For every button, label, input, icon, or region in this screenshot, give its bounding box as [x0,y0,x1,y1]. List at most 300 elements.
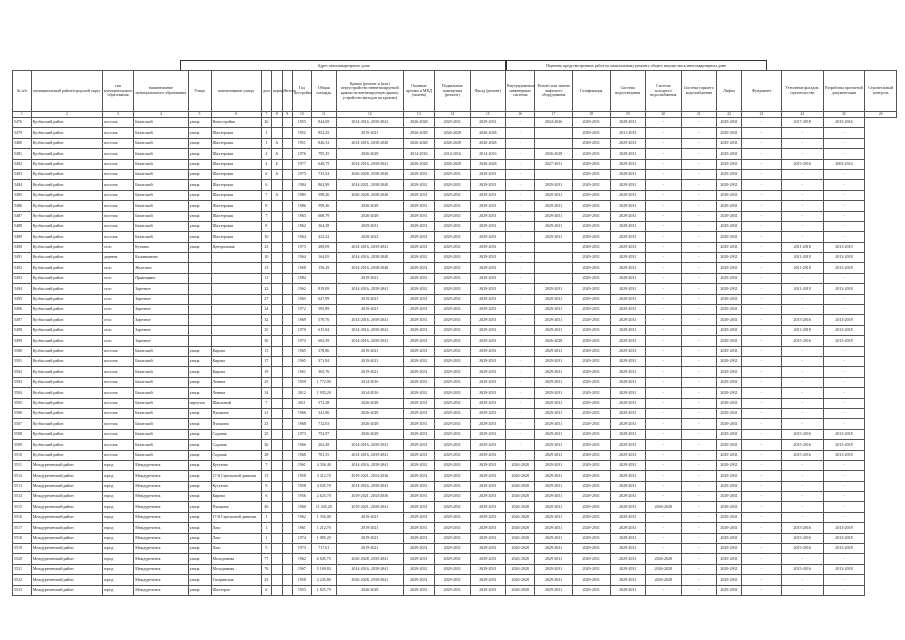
table-cell: - [823,149,865,159]
table-cell: 2026-2028 [336,211,403,221]
table-cell: - [681,481,717,491]
table-cell: Шахтерская [211,169,261,179]
table-cell: - [781,367,823,377]
table-cell: 2029-2031 [535,305,573,315]
column-header: Крыша (ремонт и (или) переустройство невентилируемой крыши на вентилируемую крышу, устройство выходов на кровлю) [336,71,403,112]
table-cell [535,169,573,179]
table-cell [282,128,292,138]
table-cell [282,419,292,429]
table-cell: - [742,492,782,502]
table-cell: 1961 [292,523,311,533]
table-cell: 2029-2031 [535,315,573,325]
table-cell: - [781,273,823,283]
table-cell: - [742,232,782,242]
table-cell: - [681,533,717,543]
table-cell: - [781,388,823,398]
table-cell [535,263,573,273]
table-cell: 2029-2031 [470,169,506,179]
table-cell: город [102,492,133,502]
table-cell: 2029-2031 [403,419,434,429]
table-cell [272,388,282,398]
table-cell: Междуреченск [134,471,188,481]
table-cell: - [823,138,865,148]
table-cell: 2029-2031 [470,201,506,211]
table-cell: 2029-2031 [435,471,471,481]
table-cell: 2011-2018 [781,253,823,263]
table-cell: 2029-2031 [572,284,610,294]
table-cell: - [823,388,865,398]
table-cell: 2029-2031 [610,502,646,512]
table-cell: 572,28 [311,398,336,408]
table-cell: Кузбасский район [31,211,102,221]
table-cell: 7 [261,190,271,200]
column-header: Фасад (ремонт) [470,71,506,112]
table-cell: - [646,263,682,273]
table-cell: Междуреченский район [31,575,102,585]
table-cell: 2029-2031 [403,273,434,283]
table-cell: 2029-2031 [403,221,434,231]
table-cell: - [681,294,717,304]
table-cell: 2029-2031 [717,159,742,169]
table-cell [282,564,292,574]
table-cell: 2029-2031 [435,419,471,429]
table-cell: - [742,190,782,200]
table-cell: 2029-2031 [610,450,646,460]
table-cell: Бачатский [134,169,188,179]
table-cell [282,575,292,585]
table-cell: 1976 [292,149,311,159]
table-cell: - [781,232,823,242]
table-cell: 2029-2031 [535,190,573,200]
table-cell: Бачатский [134,450,188,460]
table-cell: 5485 [13,190,32,200]
column-number: 4 [134,112,188,118]
column-number: 19 [610,112,646,118]
table-cell: А [272,190,282,200]
table-cell: Бачатский [134,190,188,200]
table-cell: Междуреченский район [31,502,102,512]
table-cell: 2029-2031 [717,523,742,533]
table-cell: - [742,211,782,221]
table-cell: 2029-2031 [535,471,573,481]
table-cell: - [506,273,535,283]
table-cell: 6 [261,492,271,502]
table-cell: Шахтерская [211,128,261,138]
table-cell: 2026-2028 [470,128,506,138]
table-cell: 2029-2031 [535,367,573,377]
table-cell: 2029-2031 [610,408,646,418]
table-cell: 2029-2031 [610,273,646,283]
table-cell: 2029-2031 [435,180,471,190]
table-cell: 2029-2031 [470,273,506,283]
table-cell: Кутузова [211,460,261,470]
table-cell: 2029-2031 [717,294,742,304]
table-cell: 2029-2031 [572,398,610,408]
table-cell: 5483 [13,169,32,179]
table-cell: - [781,190,823,200]
table-cell: - [646,149,682,159]
table-cell: 5482 [13,159,32,169]
table-cell: 2029-2031 [470,533,506,543]
table-row [13,294,897,304]
table-cell: 2015-2016 [781,533,823,543]
table-cell: 668,79 [311,211,336,221]
table-cell: - [646,419,682,429]
table-cell: 2029-2031 [403,554,434,564]
table-cell: 2026-2028 [403,128,434,138]
table-cell: - [742,169,782,179]
table-cell: Кирова [211,346,261,356]
table-row [13,180,897,190]
table-cell: 2014-2016, 2039-2041 [336,118,403,128]
table-cell: Междуреченск [134,564,188,574]
table-cell: 2014-2016 [336,388,403,398]
table-cell: - [823,201,865,211]
table-cell: - [823,346,865,356]
table-cell: Школьный [211,398,261,408]
table-cell: село [102,284,133,294]
table-cell: - [506,118,535,128]
table-cell: - [742,408,782,418]
table-cell [272,408,282,418]
table-cell: улица [188,346,211,356]
table-cell [282,232,292,242]
table-cell: 2029-2031 [403,398,434,408]
table-cell [535,138,573,148]
table-cell [211,305,261,315]
table-cell: 2029-2031 [717,512,742,522]
table-cell: - [646,356,682,366]
table-cell: поселок [102,398,133,408]
table-cell: 262,49 [311,440,336,450]
table-cell: 2029-2031 [435,575,471,585]
table-cell [282,440,292,450]
table-cell: - [681,512,717,522]
table-cell: 2029-2031 [572,253,610,263]
table-cell: 2019-2021 [336,533,403,543]
table-cell: 2029-2031 [403,388,434,398]
table-cell: 2029-2031 [470,356,506,366]
table-cell: 2029-2031 [435,118,471,128]
table-cell: 5497 [13,315,32,325]
table-cell: 2 625,70 [311,492,336,502]
table-cell [282,460,292,470]
table-cell [188,273,211,283]
table-cell: село [102,273,133,283]
table-cell: 2029-2031 [435,512,471,522]
column-number: 17 [535,112,573,118]
table-cell: 1965 [292,294,311,304]
table-cell: 34 [261,388,271,398]
table-cell: 2029-2031 [435,388,471,398]
table-cell: 2029-2031 [572,388,610,398]
table-cell: - [681,201,717,211]
table-cell: 2029-2031 [610,190,646,200]
table-cell: 2029-2031 [435,440,471,450]
table-cell: - [506,367,535,377]
table-cell: 17-й Стрелковой дивизии [211,512,261,522]
table-cell: - [681,429,717,439]
table-cell: 2014-2016, 2039-2041 [336,284,403,294]
table-cell: Кузбасский район [31,377,102,387]
table-cell: Кузбасский район [31,138,102,148]
table-cell: 2029-2031 [470,325,506,335]
table-cell: 2014-2016 [435,149,471,159]
table-cell: - [681,118,717,128]
table-cell: 2026-2028 [470,138,506,148]
table-cell: - [781,169,823,179]
table-cell: 2029-2031 [610,336,646,346]
table-cell [272,315,282,325]
table-cell: 2029-2031 [535,460,573,470]
table-cell: 603,39 [311,336,336,346]
table-cell: 1962 [292,512,311,522]
table-cell: 2019-2021, 2039-2041 [336,502,403,512]
table-cell: Бутовка [134,242,188,252]
table-row [13,190,897,200]
table-cell: 2029-2031 [610,471,646,481]
table-cell [272,502,282,512]
table-cell: 2029-2031 [435,263,471,273]
table-cell [272,398,282,408]
table-cell: 2029-2031 [470,221,506,231]
table-cell: 2014-2016, 2039-2041 [336,450,403,460]
table-cell: 2029-2031 [610,544,646,554]
table-cell [272,253,282,263]
table-cell: 2029-2031 [610,294,646,304]
table-cell: 2029-2031 [403,169,434,179]
table-cell: поселок [102,367,133,377]
table-cell: - [742,346,782,356]
table-cell: 1963 [292,211,311,221]
table-cell: - [506,325,535,335]
table-cell [272,419,282,429]
table-cell: - [681,356,717,366]
table-cell: 2029-2031 [535,408,573,418]
table-cell: 5490 [13,242,32,252]
table-cell: - [781,201,823,211]
table-cell: - [506,253,535,263]
table-cell: поселок [102,356,133,366]
table-cell: 2029-2031 [717,221,742,231]
table-cell: - [646,242,682,252]
table-cell: Кузбасский район [31,294,102,304]
table-cell: 2026-2028, 2039-2041 [336,554,403,564]
column-number: 21 [681,112,717,118]
table-cell: 2019-2021 [336,544,403,554]
table-cell: город [102,564,133,574]
table-cell: 1962 [292,554,311,564]
table-cell: город [102,502,133,512]
table-cell: 2029-2031 [717,471,742,481]
table-cell: 2029-2031 [435,169,471,179]
table-cell: 2029-2031 [572,419,610,429]
table-cell: 2026-2028 [435,138,471,148]
table-cell: - [681,242,717,252]
table-cell: 2019-2021 [336,128,403,138]
table-cell: улица [188,492,211,502]
table-cell [282,138,292,148]
table-cell: 2029-2031 [717,502,742,512]
table-cell: 5484 [13,180,32,190]
column-header: Улица [188,71,211,112]
table-cell: 15 [261,471,271,481]
table-row [13,440,897,450]
table-cell: А [272,149,282,159]
table-cell: 2029-2031 [717,263,742,273]
table-row [13,149,897,159]
table-cell: Междуреченский район [31,564,102,574]
table-cell: 1984 [292,273,311,283]
table-cell [282,149,292,159]
table-cell: - [506,190,535,200]
table-cell: 2029-2031 [610,305,646,315]
table-cell: 2013-2018 [823,263,865,273]
table-cell: поселок [102,377,133,387]
table-cell: 2029-2031 [572,201,610,211]
table-cell [282,118,292,128]
table-cell: 598,46 [311,201,336,211]
table-cell: 2029-2031 [535,523,573,533]
table-cell: - [646,190,682,200]
table-cell: - [781,408,823,418]
table-cell: 2029-2031 [535,356,573,366]
address-group-header: Адрес многоквартирного дома [180,60,507,71]
table-cell [282,263,292,273]
table-cell: 2029-2031 [717,388,742,398]
table-row [13,253,897,263]
table-cell: 5480 [13,138,32,148]
table-cell: 2029-2031 [435,481,471,491]
table-cell: 2029-2031 [435,242,471,252]
table-cell: 1 [261,523,271,533]
table-cell: 21 [261,408,271,418]
table-cell: 2019-2021 [336,305,403,315]
table-cell [272,481,282,491]
table-cell: Бачатский [134,201,188,211]
table-cell: 2029-2031 [610,346,646,356]
table-cell [272,180,282,190]
table-cell: 595,89 [311,305,336,315]
table-cell: - [681,180,717,190]
table-cell: 5512 [13,471,32,481]
table-row [13,429,897,439]
table-cell: 4 045,70 [311,481,336,491]
table-cell: - [506,169,535,179]
table-cell: Кирова [211,492,261,502]
table-cell: 24 [261,305,271,315]
table-cell: Кузбасский район [31,149,102,159]
table-cell: 2013-2018 [823,440,865,450]
table-cell: 5514 [13,492,32,502]
table-cell: - [646,201,682,211]
column-header: Строительный контроль [865,71,897,112]
table-cell: 2029-2031 [435,398,471,408]
column-header: Внутридомовые инженерные системы [506,71,535,112]
table-cell: 5513 [13,481,32,491]
table-cell: - [646,377,682,387]
table-cell: поселок [102,450,133,460]
table-cell: - [646,128,682,138]
table-cell: - [506,159,535,169]
column-number: 10 [292,112,311,118]
table-cell: 2029-2031 [435,585,471,595]
table-cell: 2029-2031 [470,492,506,502]
table-cell: Междуреченский район [31,585,102,595]
header-row [13,71,897,112]
table-cell: Кузбасский район [31,159,102,169]
table-cell: Кузбасский район [31,118,102,128]
table-cell: 1964 [292,253,311,263]
table-cell: улица [188,221,211,231]
table-cell: 627,99 [311,294,336,304]
table-cell: - [781,492,823,502]
table-row [13,273,897,283]
table-cell: - [646,180,682,190]
column-header: Фундамент [742,71,782,112]
table-cell: 2029-2031 [535,440,573,450]
table-cell: 1969 [292,315,311,325]
table-cell: 5488 [13,221,32,231]
table-cell: 819,09 [311,284,336,294]
table-cell: Шахтерская [211,180,261,190]
table-cell: 2029-2031 [610,325,646,335]
table-cell: - [823,575,865,585]
table-cell: 2015-2016 [781,315,823,325]
table-cell: 2029-2031 [572,159,610,169]
table-cell: 2029-2031 [572,450,610,460]
table-cell: 5503 [13,377,32,387]
table-cell: 2029-2031 [610,429,646,439]
table-body [13,118,897,596]
table-cell: 2029-2031 [717,273,742,283]
table-cell: 1 085,20 [311,533,336,543]
table-cell: Бачатский [134,211,188,221]
table-cell: 2029-2031 [572,523,610,533]
table-cell: - [646,325,682,335]
table-cell: 2029-2031 [403,408,434,418]
table-cell [272,492,282,502]
table-cell: 5518 [13,533,32,543]
table-cell: - [681,460,717,470]
table-cell: Бачатский [134,408,188,418]
table-cell: 5516 [13,512,32,522]
table-cell: - [742,502,782,512]
table-cell: 2029-2031 [610,201,646,211]
table-cell: 579,76 [311,315,336,325]
column-number: 8 [272,112,282,118]
table-cell: Кузбасский район [31,419,102,429]
table-cell: 862,99 [311,180,336,190]
table-cell: 2014-2016, 2039-2041 [336,481,403,491]
table-cell [282,242,292,252]
table-cell: 2026-2028 [435,128,471,138]
table-cell: 2029-2031 [403,440,434,450]
table-row [13,118,897,128]
table-cell: - [506,294,535,304]
column-header: Разработка проектной документации [823,71,865,112]
table-cell: 2029-2031 [403,460,434,470]
table-cell: Кузбасский район [31,450,102,460]
table-cell: - [823,273,865,283]
table-cell: 2014-2016, 2039-2041 [336,325,403,335]
table-cell: 4 336,40 [311,460,336,470]
table-cell [282,294,292,304]
table-cell: 26 [261,440,271,450]
table-cell: 8 [261,201,271,211]
table-cell: 2019-2021, 2034-2036 [336,492,403,502]
table-cell: 2029-2031 [535,180,573,190]
